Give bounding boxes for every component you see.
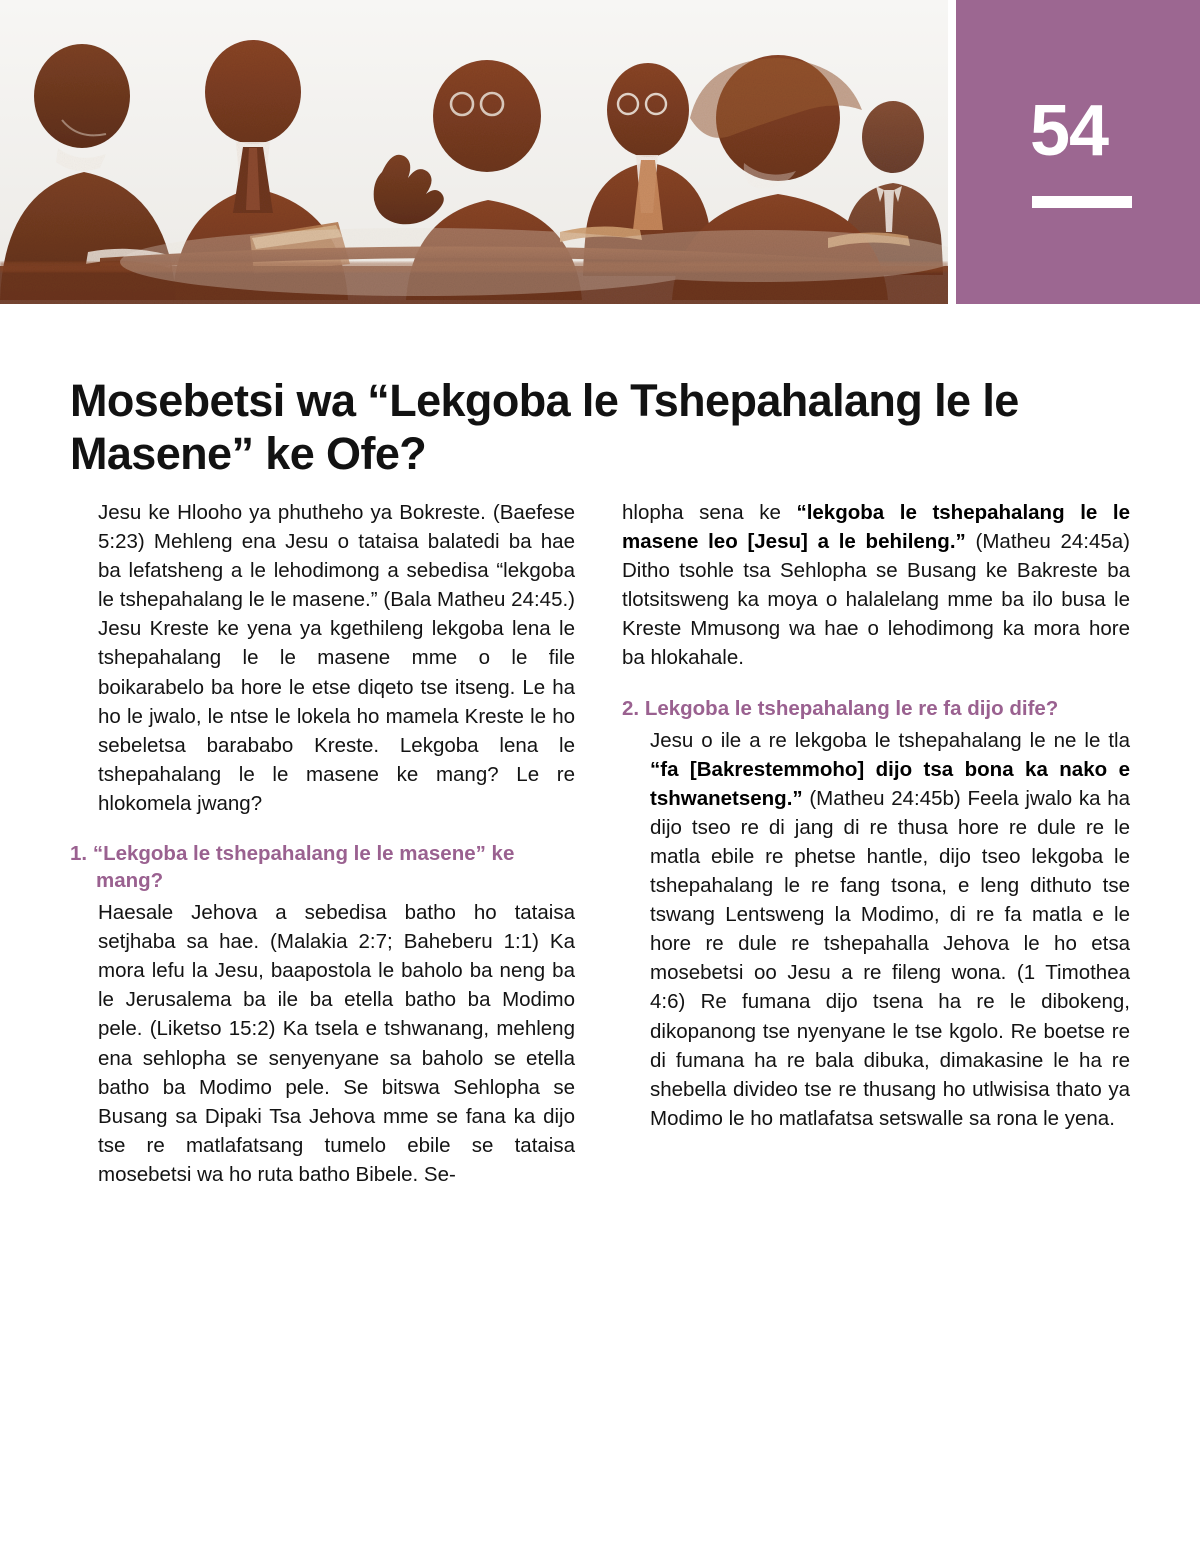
lesson-number-underline bbox=[1032, 196, 1132, 208]
hero-illustration bbox=[0, 0, 948, 304]
answer-1b-tail: (Matheu 24:45a) Ditho tsohle tsa Sehlopha se Busang ke Bakreste ba tlotsitsweng ka moya o halalelang mme ba ilo busa le Kreste Mmusong wa hae o lehodimong ka mora hore ba hlokahale. bbox=[622, 530, 1130, 670]
question-heading-1 bbox=[70, 840, 575, 894]
answer-2-lead: Jesu o ile a re lekgoba le tshepahalang le ne le tla bbox=[650, 728, 1130, 752]
header-band bbox=[0, 0, 1200, 304]
answer-paragraph-1a: Haesale Jehova a sebedisa batho ho tataisa setjhaba sa hae. (Malakia 2:7; Baheberu 1:1) Ka mora lefu la Jesu, baapostola le baholo ba neng ba le Jerusalema ba ile ba etella batho ba Modimo pele. (Liketso 15:2) Ka tsela e tshwanang, mehleng ena sehlopha se senyenyane sa baholo se etella batho ba Modimo pele. Se bitswa Sehlopha se Busang sa Dipaki Tsa Jehova mme se fana ka dijo tse re matlafatsang tumelo ebile se tataisa mosebetsi wa ho ruta batho Bibele. Se- bbox=[98, 901, 575, 1186]
question-number-1: 1. bbox=[70, 842, 88, 866]
question-text-2: Lekgoba le tshepahalang le re fa dijo dife? bbox=[644, 696, 1059, 720]
left-column bbox=[70, 498, 575, 1189]
answer-2-tail: (Matheu 24:45b) Feela jwalo ka ha dijo tseo re di jang di re thusa hore re dule re le matla ebile re phetse hantle, dijo tseo lekgoba le tshepahalang le re fang tsona, e leng dithuto tse tswang Lentsweng la Modimo, di re fa matla e le hore re dule re tshepahalla Jehova le ho etsa mosebetsi oo Jesu a re fileng wona. (1 Timothea 4:6) Re fumana dijo tsena ha re le dibokeng, dikopanong tse nyenyane le tse kgolo. Re boetse re di fumana ha re bala dibuka, dimakasine le ha re shebella divideo tse re thusang ho utlwisisa thato ya Modimo le ho matlafatsa setswalle sa rona le yena. bbox=[650, 786, 1130, 1130]
hero-photo bbox=[0, 0, 948, 304]
question-number-2: 2. bbox=[622, 696, 640, 720]
answer-1b-lead: hlopha sena ke bbox=[622, 501, 797, 524]
question-heading-2 bbox=[622, 695, 1130, 722]
right-column bbox=[622, 498, 1130, 1133]
answer-paragraph-2 bbox=[622, 726, 1130, 1133]
page-title: Mosebetsi wa “Lekgoba le Tshepahalang le le Masene” ke Ofe? bbox=[70, 375, 1019, 479]
answer-2-scripture-quote: “fa [Bakrestemmoho] dijo tsa bona ka nako e tshwanetseng.” bbox=[650, 757, 1130, 810]
answer-1b-scripture-quote: “lekgoba le tshepahalang le le masene leo [Jesu] a le behileng.” bbox=[622, 501, 1130, 554]
answer-paragraph-1b bbox=[622, 498, 1130, 673]
lesson-number-badge bbox=[956, 0, 1200, 304]
question-text-1: “Lekgoba le tshepahalang le le masene” ke mang? bbox=[92, 842, 515, 893]
intro-paragraph: Jesu ke Hlooho ya phutheho ya Bokreste. (Baefese 5:23) Mehleng ena Jesu o tataisa balatedi ba hae ba lefatsheng a le lehodimong a sebedisa “lekgoba le tshepahalang le le masene.” (Bala Matheu 24:45.) Jesu Kreste ke yena ya kgethileng lekgoba lena le tshepahalang le le masene mme o le file boikarabelo ba hore le etse diqeto tse itseng. Le ha ho le jwalo, le ntse le lokela ho mamela Kreste le ho sebeletsa barababo Kreste. Lekgoba lena le tshepahalang le le masene ke mang? Le re hlokomela jwang? bbox=[98, 501, 575, 815]
lesson-number: 54 bbox=[1030, 91, 1109, 171]
